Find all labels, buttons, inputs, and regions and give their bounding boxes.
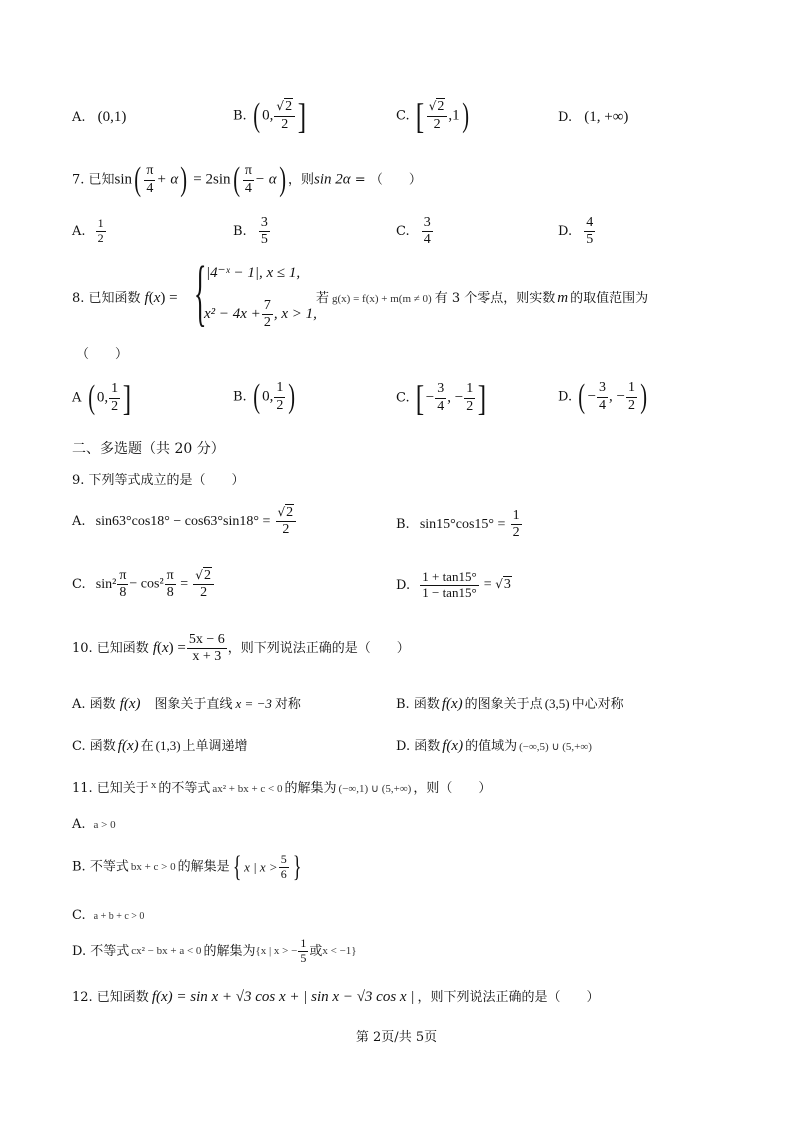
- page-footer: 第 2页/共 5页: [355, 1030, 438, 1045]
- q9-option-a[interactable]: A. sin63°cos18° − cos63°sin18° = $\frac{√2}{2}$: [72, 505, 297, 538]
- q9-stem: 9. 下列等式成立的是（ ）: [72, 473, 245, 488]
- q12-stem: 12. 已知函数 f(x) = sin x + √3 cos x + | sin x − √3 cos x | ，则下列说法正确的是（ ）: [72, 989, 600, 1005]
- section-title-multiple-choice: 二、多选题（共 20 分）: [72, 441, 225, 457]
- q8-option-a[interactable]: A ( 0, $\frac{1}{2}$ ]: [72, 378, 132, 418]
- q8-option-b[interactable]: B. ( 0, $\frac{1}{2}$ ): [233, 378, 296, 415]
- q6-option-c[interactable]: C. [ $\frac{√2}{2}$ ,1): [396, 96, 469, 136]
- q6-c-label: C.: [396, 108, 410, 124]
- q6-a-value: (0,1): [97, 109, 127, 125]
- q6-option-b[interactable]: B. ( 0, $\frac{√2}{2}$ ]: [233, 96, 307, 136]
- q6-b-label: B.: [233, 108, 247, 124]
- q10-option-d[interactable]: D. 函数 f(x) 的值域为 (−∞,5) ∪ (5,+∞): [396, 738, 592, 754]
- q8-brace: {: [194, 252, 207, 334]
- q8-stem-2: 若 g(x) = f(x) + m(m ≠ 0) 有 3 个零点，则实数 m 的取值范围为: [316, 290, 649, 306]
- q11-stem: 11. 已知关于 $^x$ 的不等式 ax² + bx + c < 0 的解集为 (−∞,1) ∪ (5,+∞) ，则（ ）: [72, 779, 492, 796]
- q7-option-b[interactable]: B. $\frac{3}{5}$: [233, 215, 268, 248]
- q10-option-c[interactable]: C. 函数 f(x) 在 (1,3) 上单调递增: [72, 738, 248, 754]
- q7-option-d[interactable]: D. $\frac{4}{5}$: [558, 215, 594, 248]
- q9-option-c[interactable]: C. sin² $\frac{\pi}{8}$ − cos² $\frac{\pi}{8}$ = $\frac{√2}{2}$: [72, 568, 215, 601]
- q6-option-d[interactable]: [558, 110, 628, 125]
- q7-option-a[interactable]: A. $\frac{1}{2}$: [72, 216, 104, 245]
- q8-option-c[interactable]: C. [ − $\frac{3}{4}$ , − $\frac{1}{2}$ ]: [396, 378, 487, 418]
- q6-option-a[interactable]: [72, 110, 126, 125]
- q8-stem: 8. 已知函数 f(x) =: [72, 290, 178, 306]
- q11-option-a[interactable]: A. a > 0: [72, 817, 116, 832]
- q8-paren: （ ）: [76, 347, 129, 362]
- q6-a-label: A.: [72, 110, 86, 125]
- q9-option-b[interactable]: B. sin15°cos15° = $\frac{1}{2}$: [396, 508, 520, 541]
- q9-option-d[interactable]: D. $\frac{1 + \tan 15^\circ}{1 - \tan 15^\circ}$ = √3: [396, 569, 511, 600]
- q8-case1: |4⁻ˣ − 1|, x ≤ 1,: [206, 265, 301, 281]
- q7-stem: 7. 已知sin( $\frac{\pi}{4}$ + α) = 2sin( $\frac{\pi}{4}$ − α) ，则sin 2α = （ ）: [72, 161, 422, 198]
- q7-option-c[interactable]: C. $\frac{3}{4}$: [396, 215, 431, 248]
- q11-option-b[interactable]: B. 不等式 bx + c > 0 的解集是{ x | x > $\frac{5}{6}$ }: [72, 850, 302, 883]
- q10-option-b[interactable]: B. 函数 f(x) 的图象关于点 (3,5) 中心对称: [396, 696, 624, 712]
- q6-d-value: (1, +∞): [584, 109, 629, 125]
- q6-d-label: D.: [558, 110, 573, 125]
- q8-option-d[interactable]: D. ( − $\frac{3}{4}$ , − $\frac{1}{2}$ ): [558, 378, 648, 415]
- q11-option-d[interactable]: D. 不等式 cx² − bx + a < 0 的解集为{x | x > − $\frac{1}{5}$ 或x < −1}: [72, 936, 357, 965]
- q10-option-a[interactable]: A. 函数 f(x) 图象关于直线 x = −3 对称: [72, 696, 301, 712]
- q11-option-c[interactable]: C. a + b + c > 0: [72, 908, 145, 923]
- q8-case2: x² − 4x + $\frac{7}{2}$ , x > 1,: [204, 298, 317, 331]
- q10-stem: 10. 已知函数 f(x) = $\frac{5x - 6}{x + 3}$ ，则下列说法正确的是（ ）: [72, 632, 410, 665]
